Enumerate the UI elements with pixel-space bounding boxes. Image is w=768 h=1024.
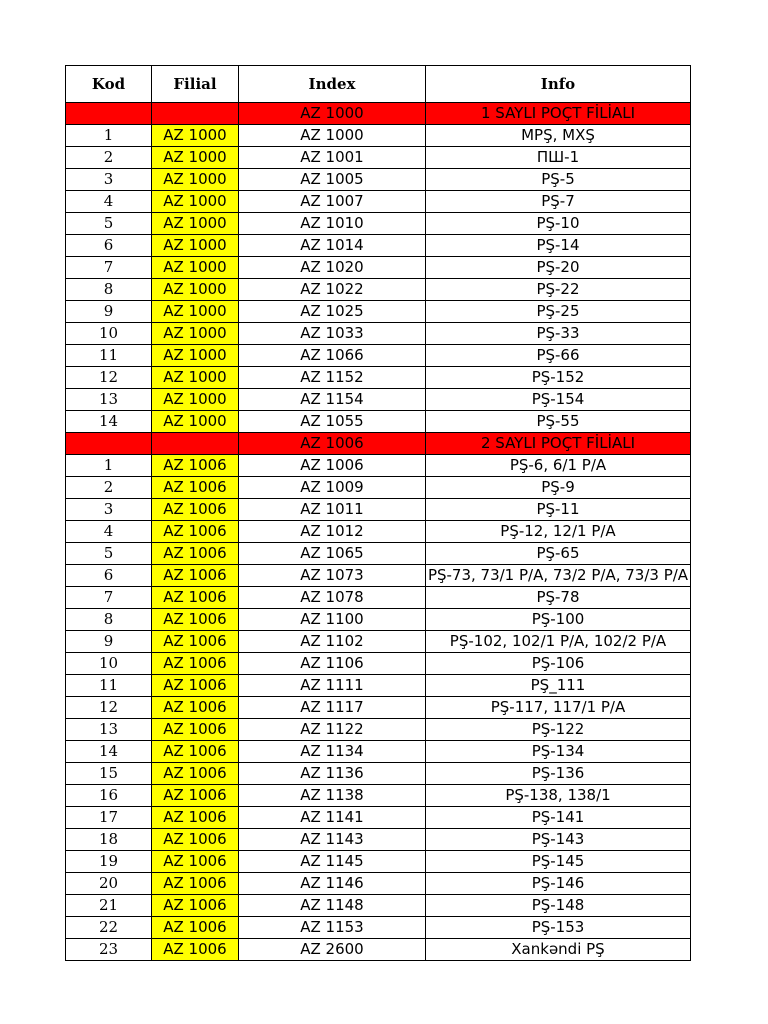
table-row (66, 125, 691, 147)
header-index: Index (239, 66, 426, 103)
cell-filial: AZ 1006 (152, 653, 239, 675)
cell-kod: 17 (66, 807, 152, 829)
cell-filial: AZ 1000 (152, 279, 239, 301)
cell-filial: AZ 1000 (152, 411, 239, 433)
table-row (66, 345, 691, 367)
cell-filial (152, 433, 239, 455)
cell-info: PŞ-148 (426, 895, 691, 917)
cell-kod: 7 (66, 257, 152, 279)
table-row (66, 147, 691, 169)
cell-info: PŞ-65 (426, 543, 691, 565)
cell-index: AZ 1100 (239, 609, 426, 631)
cell-index: AZ 1134 (239, 741, 426, 763)
cell-kod (66, 103, 152, 125)
cell-info: PŞ-138, 138/1 (426, 785, 691, 807)
cell-kod: 13 (66, 389, 152, 411)
cell-filial: AZ 1006 (152, 719, 239, 741)
cell-kod: 12 (66, 697, 152, 719)
cell-index: AZ 1148 (239, 895, 426, 917)
cell-info: PŞ-146 (426, 873, 691, 895)
table-row (66, 411, 691, 433)
cell-index: AZ 1066 (239, 345, 426, 367)
cell-index: AZ 1136 (239, 763, 426, 785)
cell-index: AZ 1007 (239, 191, 426, 213)
cell-filial: AZ 1006 (152, 939, 239, 961)
table-row (66, 763, 691, 785)
cell-index: AZ 1001 (239, 147, 426, 169)
cell-index: AZ 1141 (239, 807, 426, 829)
cell-index: AZ 1010 (239, 213, 426, 235)
cell-info: PŞ-55 (426, 411, 691, 433)
table-row (66, 675, 691, 697)
cell-filial: AZ 1006 (152, 785, 239, 807)
cell-info: PŞ-10 (426, 213, 691, 235)
cell-filial: AZ 1006 (152, 917, 239, 939)
cell-kod: 10 (66, 653, 152, 675)
cell-info: PŞ-12, 12/1 P/A (426, 521, 691, 543)
header-kod: Kod (66, 66, 152, 103)
cell-filial: AZ 1000 (152, 301, 239, 323)
cell-filial: AZ 1006 (152, 763, 239, 785)
table-row (66, 477, 691, 499)
cell-index: AZ 1073 (239, 565, 426, 587)
cell-kod: 3 (66, 499, 152, 521)
cell-index: AZ 1152 (239, 367, 426, 389)
cell-info: ПШ-1 (426, 147, 691, 169)
cell-filial: AZ 1006 (152, 895, 239, 917)
cell-info: PŞ-102, 102/1 P/A, 102/2 P/A (426, 631, 691, 653)
cell-kod: 14 (66, 411, 152, 433)
cell-index: AZ 1153 (239, 917, 426, 939)
table-row (66, 565, 691, 587)
table-row (66, 719, 691, 741)
table-row (66, 169, 691, 191)
cell-filial: AZ 1000 (152, 191, 239, 213)
postal-index-table (65, 65, 691, 961)
cell-index: AZ 1006 (239, 433, 426, 455)
cell-info: MPŞ, MXŞ (426, 125, 691, 147)
cell-filial: AZ 1000 (152, 389, 239, 411)
cell-kod: 9 (66, 301, 152, 323)
header-info: Info (426, 66, 691, 103)
table-row (66, 235, 691, 257)
cell-info: PŞ-136 (426, 763, 691, 785)
cell-filial: AZ 1006 (152, 477, 239, 499)
table-row (66, 939, 691, 961)
cell-filial: AZ 1000 (152, 323, 239, 345)
cell-info: PŞ-143 (426, 829, 691, 851)
cell-index: AZ 1020 (239, 257, 426, 279)
cell-filial: AZ 1006 (152, 587, 239, 609)
cell-kod: 11 (66, 675, 152, 697)
cell-kod: 19 (66, 851, 152, 873)
table-row (66, 455, 691, 477)
cell-info: PŞ-14 (426, 235, 691, 257)
cell-filial: AZ 1006 (152, 631, 239, 653)
cell-info: PŞ-66 (426, 345, 691, 367)
cell-index: AZ 1022 (239, 279, 426, 301)
cell-info: PŞ-122 (426, 719, 691, 741)
cell-info: PŞ-106 (426, 653, 691, 675)
cell-info: PŞ-100 (426, 609, 691, 631)
cell-filial: AZ 1000 (152, 345, 239, 367)
cell-kod: 2 (66, 147, 152, 169)
cell-index: AZ 1146 (239, 873, 426, 895)
cell-kod: 4 (66, 191, 152, 213)
cell-index: AZ 1102 (239, 631, 426, 653)
cell-filial (152, 103, 239, 125)
cell-info: PŞ_111 (426, 675, 691, 697)
cell-kod: 8 (66, 279, 152, 301)
cell-kod: 2 (66, 477, 152, 499)
cell-kod: 3 (66, 169, 152, 191)
cell-index: AZ 2600 (239, 939, 426, 961)
cell-index: AZ 1078 (239, 587, 426, 609)
table-row (66, 829, 691, 851)
cell-filial: AZ 1006 (152, 807, 239, 829)
cell-info: PŞ-6, 6/1 P/A (426, 455, 691, 477)
cell-index: AZ 1065 (239, 543, 426, 565)
cell-info: PŞ-25 (426, 301, 691, 323)
cell-index: AZ 1143 (239, 829, 426, 851)
cell-kod: 13 (66, 719, 152, 741)
cell-info: PŞ-154 (426, 389, 691, 411)
cell-info: PŞ-5 (426, 169, 691, 191)
cell-filial: AZ 1000 (152, 367, 239, 389)
cell-filial: AZ 1006 (152, 543, 239, 565)
cell-index: AZ 1122 (239, 719, 426, 741)
cell-kod: 1 (66, 125, 152, 147)
section-row (66, 103, 691, 125)
cell-filial: AZ 1006 (152, 675, 239, 697)
cell-index: AZ 1009 (239, 477, 426, 499)
cell-index: AZ 1000 (239, 103, 426, 125)
cell-kod: 20 (66, 873, 152, 895)
cell-info: PŞ-22 (426, 279, 691, 301)
table-row (66, 895, 691, 917)
cell-kod: 8 (66, 609, 152, 631)
cell-filial: AZ 1000 (152, 257, 239, 279)
table-row (66, 499, 691, 521)
cell-index: AZ 1025 (239, 301, 426, 323)
cell-kod: 21 (66, 895, 152, 917)
cell-filial: AZ 1000 (152, 169, 239, 191)
table-row (66, 521, 691, 543)
cell-kod: 11 (66, 345, 152, 367)
cell-info: PŞ-141 (426, 807, 691, 829)
cell-index: AZ 1014 (239, 235, 426, 257)
cell-filial: AZ 1000 (152, 125, 239, 147)
cell-filial: AZ 1000 (152, 235, 239, 257)
cell-kod: 5 (66, 543, 152, 565)
table-row (66, 191, 691, 213)
cell-filial: AZ 1006 (152, 499, 239, 521)
cell-index: AZ 1012 (239, 521, 426, 543)
table-row (66, 609, 691, 631)
cell-info: 2 SAYLI POÇT FİLİALI (426, 433, 691, 455)
table-body (66, 103, 691, 961)
cell-filial: AZ 1006 (152, 455, 239, 477)
cell-info: PŞ-11 (426, 499, 691, 521)
cell-kod: 7 (66, 587, 152, 609)
cell-kod: 5 (66, 213, 152, 235)
cell-kod: 6 (66, 235, 152, 257)
table-row (66, 213, 691, 235)
cell-info: PŞ-7 (426, 191, 691, 213)
cell-filial: AZ 1006 (152, 609, 239, 631)
table-row (66, 257, 691, 279)
cell-info: PŞ-117, 117/1 P/A (426, 697, 691, 719)
cell-info: PŞ-78 (426, 587, 691, 609)
cell-kod: 9 (66, 631, 152, 653)
cell-index: AZ 1106 (239, 653, 426, 675)
cell-info: PŞ-33 (426, 323, 691, 345)
cell-info: PŞ-73, 73/1 P/A, 73/2 P/A, 73/3 P/A (426, 565, 691, 587)
table-row (66, 741, 691, 763)
cell-kod: 6 (66, 565, 152, 587)
cell-info: PŞ-145 (426, 851, 691, 873)
table-row (66, 917, 691, 939)
table-row (66, 785, 691, 807)
table-row (66, 389, 691, 411)
table-row (66, 543, 691, 565)
cell-index: AZ 1145 (239, 851, 426, 873)
cell-index: AZ 1006 (239, 455, 426, 477)
cell-index: AZ 1011 (239, 499, 426, 521)
cell-kod: 10 (66, 323, 152, 345)
cell-filial: AZ 1000 (152, 147, 239, 169)
cell-kod: 23 (66, 939, 152, 961)
cell-index: AZ 1111 (239, 675, 426, 697)
cell-info: Xankəndi PŞ (426, 939, 691, 961)
cell-info: PŞ-9 (426, 477, 691, 499)
cell-info: PŞ-152 (426, 367, 691, 389)
cell-info: PŞ-20 (426, 257, 691, 279)
cell-index: AZ 1154 (239, 389, 426, 411)
cell-filial: AZ 1006 (152, 851, 239, 873)
cell-index: AZ 1117 (239, 697, 426, 719)
cell-index: AZ 1055 (239, 411, 426, 433)
table-row (66, 807, 691, 829)
cell-info: 1 SAYLI POÇT FİLİALI (426, 103, 691, 125)
cell-index: AZ 1005 (239, 169, 426, 191)
table-row (66, 653, 691, 675)
cell-filial: AZ 1000 (152, 213, 239, 235)
table-row (66, 851, 691, 873)
table-row (66, 367, 691, 389)
table-row (66, 301, 691, 323)
cell-kod: 18 (66, 829, 152, 851)
cell-filial: AZ 1006 (152, 521, 239, 543)
cell-index: AZ 1138 (239, 785, 426, 807)
table-row (66, 873, 691, 895)
cell-index: AZ 1033 (239, 323, 426, 345)
cell-info: PŞ-153 (426, 917, 691, 939)
cell-kod: 22 (66, 917, 152, 939)
cell-info: PŞ-134 (426, 741, 691, 763)
cell-filial: AZ 1006 (152, 565, 239, 587)
cell-kod: 14 (66, 741, 152, 763)
cell-filial: AZ 1006 (152, 829, 239, 851)
cell-kod: 15 (66, 763, 152, 785)
cell-filial: AZ 1006 (152, 697, 239, 719)
cell-kod: 1 (66, 455, 152, 477)
table-row (66, 631, 691, 653)
table-row (66, 697, 691, 719)
cell-kod: 4 (66, 521, 152, 543)
table-row (66, 587, 691, 609)
section-row (66, 433, 691, 455)
cell-kod: 16 (66, 785, 152, 807)
cell-kod: 12 (66, 367, 152, 389)
cell-filial: AZ 1006 (152, 873, 239, 895)
table-row (66, 323, 691, 345)
cell-filial: AZ 1006 (152, 741, 239, 763)
header-row (66, 66, 691, 103)
cell-kod (66, 433, 152, 455)
header-filial: Filial (152, 66, 239, 103)
table-row (66, 279, 691, 301)
cell-index: AZ 1000 (239, 125, 426, 147)
